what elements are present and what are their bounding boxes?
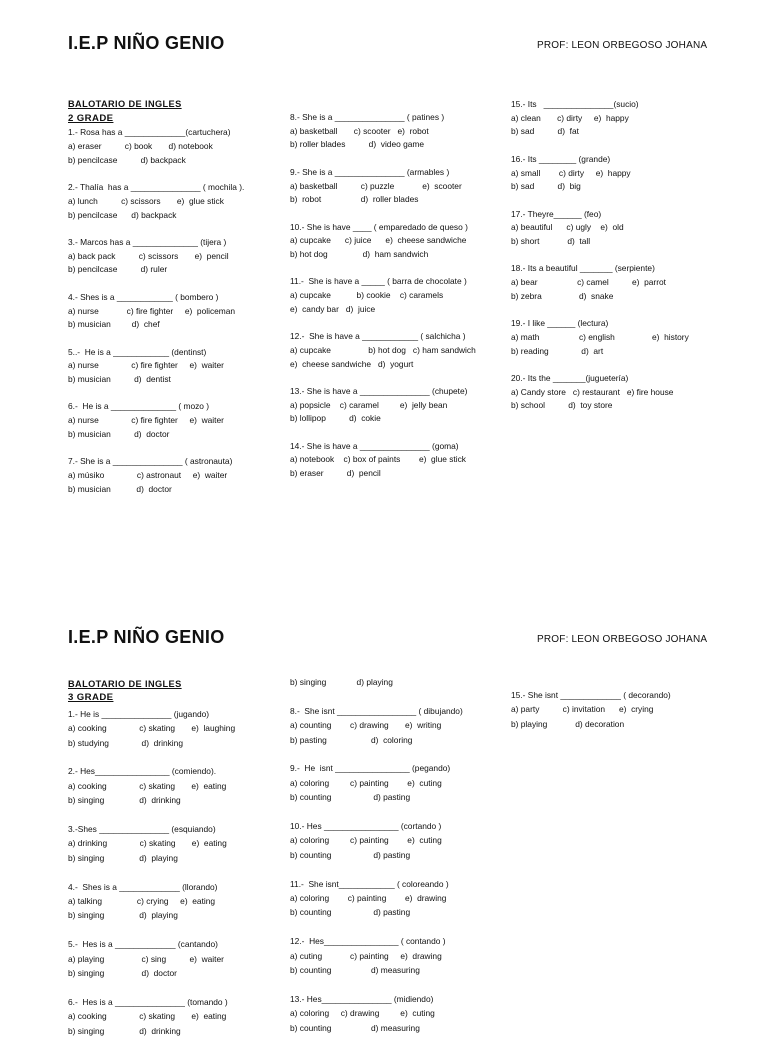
question-item: [68, 346, 283, 387]
question-text: 2.- Hes________________ (comiendo).: [68, 766, 217, 777]
column-3: [511, 98, 726, 427]
answer-options: b) eraser d) pencil: [290, 468, 381, 479]
teacher-name: PROF: LEON ORBEGOSO JOHANA: [537, 40, 708, 51]
answer-options: a) cuting c) painting e) drawing: [290, 950, 442, 961]
answer-options: b) reading d) art: [511, 345, 604, 356]
column-1: [68, 98, 283, 510]
answer-options: e) cheese sandwiche d) yogurt: [290, 358, 414, 369]
answer-options: e) candy bar d) juice: [290, 303, 376, 314]
question-item: [290, 385, 505, 426]
question-text: 5..- He is a ____________ (dentinst): [68, 346, 207, 357]
column-1: [68, 677, 283, 1052]
answer-options: b) school d) toy store: [511, 400, 613, 411]
question-item: [290, 992, 505, 1035]
question-text: 13.- Hes_______________ (midiendo): [290, 993, 434, 1004]
question-text: b) singing d) playing: [290, 677, 393, 687]
answer-options: a) cooking c) skating e) eating: [68, 1011, 227, 1022]
answer-options: b) counting d) pasting: [290, 907, 411, 918]
answer-options: a) coloring c) painting e) cuting: [290, 835, 442, 846]
question-text: 12.- Hes________________ ( contando ): [290, 936, 446, 947]
question-text: 12.- She is have a ____________ ( salchicha ): [290, 331, 466, 342]
answer-options: b) singing d) drinking: [68, 795, 181, 806]
question-text: 13.- She is have a _______________ (chupete): [290, 385, 468, 396]
question-text: 9.- He isnt ________________ (pegando): [290, 763, 451, 774]
answer-options: b) counting d) pasting: [290, 792, 411, 803]
answer-options: a) clean c) dirty e) happy: [511, 112, 629, 123]
answer-options: a) back pack c) scissors e) pencil: [68, 250, 229, 261]
answer-options: b) studying d) drinking: [68, 737, 183, 748]
question-text: 1.- Rosa has a _____________(cartuchera): [68, 127, 231, 138]
worksheet-3-grade: [0, 594, 768, 1036]
question-item: [290, 819, 505, 862]
answer-options: b) zebra d) snake: [511, 290, 614, 301]
grade-label: 2 GRADE: [68, 112, 114, 124]
answer-options: a) math c) english e) history: [511, 331, 689, 342]
question-item: [511, 98, 726, 139]
column-2: [290, 675, 505, 1049]
grade-label: 3 GRADE: [68, 692, 114, 704]
answer-options: a) coloring c) painting e) cuting: [290, 777, 442, 788]
question-text: 6.- Hes is a _______________ (tomando ): [68, 996, 228, 1007]
column-2: [290, 111, 505, 495]
question-item: [290, 440, 505, 481]
question-item: [68, 181, 283, 222]
answer-options: b) pasting d) coloring: [290, 734, 413, 745]
teacher-name: PROF: LEON ORBEGOSO JOHANA: [537, 634, 708, 645]
answer-options: b) musician d) dentist: [68, 374, 171, 384]
answer-options: b) roller blades d) video game: [290, 139, 425, 150]
answer-options: b) robot d) roller blades: [290, 194, 419, 205]
answer-options: b) singing d) playing: [68, 852, 178, 863]
question-text: 17.- Theyre______ (feo): [511, 208, 602, 219]
question-item: [68, 995, 283, 1038]
answer-options: b) hot dog d) ham sandwich: [290, 249, 429, 259]
answer-options: a) small c) dirty e) happy: [511, 167, 631, 178]
question-item: [290, 761, 505, 804]
answer-options: a) beautiful c) ugly e) old: [511, 222, 624, 233]
answer-options: a) cooking c) skating e) laughing: [68, 723, 236, 734]
answer-options: a) drinking c) skating e) eating: [68, 838, 227, 849]
question-item: [290, 330, 505, 371]
column-3: [511, 688, 726, 746]
question-text: 15.- Its _______________(sucio): [511, 99, 639, 109]
answer-options: b) counting d) measuring: [290, 1022, 420, 1033]
question-item: [290, 221, 505, 262]
answer-options: a) cupcake b) hot dog c) ham sandwich: [290, 344, 476, 355]
question-text: 7.- She is a _______________ ( astronauta): [68, 456, 233, 467]
question-item: [68, 455, 283, 496]
answer-options: a) popsicle c) caramel e) jelly bean: [290, 399, 448, 410]
question-item: [290, 111, 505, 152]
question-item: [68, 822, 283, 865]
answer-options: b) singing d) playing: [68, 910, 178, 921]
answer-options: b) sad d) fat: [511, 126, 579, 137]
question-text: 16.- Its ________ (grande): [511, 153, 611, 164]
answer-options: a) cupcake b) cookie c) caramels: [290, 290, 444, 301]
question-text: 5.- Hes is a _____________ (cantando): [68, 939, 218, 950]
answer-options: b) playing d) decoration: [511, 718, 625, 729]
question-text: 11.- She isnt____________ ( coloreando ): [290, 878, 449, 889]
question-item: [68, 707, 283, 750]
worksheet-title: BALOTARIO DE INGLES: [68, 679, 182, 689]
answer-options: b) counting d) measuring: [290, 965, 420, 976]
answer-options: b) musician d) chef: [68, 319, 160, 330]
question-item: [511, 688, 726, 731]
question-text: 15.- She isnt _____________ ( decorando): [511, 690, 671, 700]
question-text: 3.- Marcos has a ______________ (tijera ): [68, 237, 227, 247]
question-item: [290, 704, 505, 747]
question-text: 18.- Its a beautiful _______ (serpiente): [511, 263, 655, 274]
question-item: [511, 317, 726, 358]
answer-options: a) nurse c) fire fighter e) waiter: [68, 415, 224, 426]
question-item: [290, 166, 505, 207]
answer-options: b) pencilcase d) backpack: [68, 154, 186, 165]
school-name: I.E.P NIÑO GENIO: [68, 627, 225, 647]
answer-options: a) coloring c) drawing e) cuting: [290, 1008, 435, 1019]
answer-options: a) lunch c) scissors e) glue stick: [68, 195, 224, 206]
question-text: 6.- He is a ______________ ( mozo ): [68, 401, 210, 412]
answer-options: b) musician d) doctor: [68, 483, 172, 494]
answer-options: a) cupcake c) juice e) cheese sandwiche: [290, 235, 467, 246]
answer-options: b) singing d) drinking: [68, 1025, 181, 1036]
question-text: 11.- She is have a _____ ( barra de chocolate ): [290, 276, 467, 287]
question-item: [290, 275, 505, 316]
answer-options: a) counting c) drawing e) writing: [290, 720, 442, 731]
question-item: [290, 934, 505, 977]
question-text: 4.- Shes is a _____________ (llorando): [68, 881, 218, 892]
answer-options: a) coloring c) painting e) drawing: [290, 893, 447, 904]
question-item: [511, 262, 726, 303]
question-item: [511, 208, 726, 249]
question-item: [511, 372, 726, 413]
answer-options: b) sad d) big: [511, 181, 581, 192]
answer-options: a) Candy store c) restaurant e) fire house: [511, 386, 674, 397]
question-item: [68, 236, 283, 277]
answer-options: b) pencilcase d) backpack: [68, 209, 177, 220]
answer-options: a) party c) invitation e) crying: [511, 704, 654, 715]
answer-options: a) músiko c) astronaut e) waiter: [68, 469, 228, 480]
answer-options: a) bear c) camel e) parrot: [511, 277, 666, 288]
question-text: 19.- I like ______ (lectura): [511, 318, 609, 329]
question-item: [68, 400, 283, 441]
school-name: I.E.P NIÑO GENIO: [68, 33, 225, 53]
answer-options: b) short d) tall: [511, 236, 591, 246]
question-text: 2.- Thalía has a _______________ ( mochila ).: [68, 182, 245, 193]
answer-options: b) counting d) pasting: [290, 849, 411, 860]
answer-options: a) basketball c) scooter e) robot: [290, 125, 429, 136]
question-item: [290, 877, 505, 920]
worksheet-title: BALOTARIO DE INGLES: [68, 99, 182, 109]
question-item: [511, 153, 726, 194]
question-text: 14.- She is have a _______________ (goma): [290, 440, 459, 451]
answer-options: a) notebook c) box of paints e) glue stick: [290, 454, 466, 465]
question-item: [290, 675, 505, 689]
answer-options: a) cooking c) skating e) eating: [68, 780, 227, 791]
question-item: [68, 291, 283, 332]
answer-options: b) lollipop d) cokie: [290, 413, 381, 424]
question-text: 3.-Shes _______________ (esquiando): [68, 824, 216, 835]
question-text: 4.- Shes is a ____________ ( bombero ): [68, 291, 219, 302]
question-text: 10.- She is have ____ ( emparedado de queso ): [290, 221, 468, 232]
answer-options: b) pencilcase d) ruler: [68, 264, 168, 275]
question-text: 8.- She isnt _________________ ( dibujando): [290, 705, 463, 716]
question-text: 10.- Hes ________________ (cortando ): [290, 821, 442, 832]
answer-options: a) eraser c) book d) notebook: [68, 141, 213, 152]
question-item: [68, 764, 283, 807]
answer-options: b) singing d) doctor: [68, 968, 177, 979]
question-item: [68, 880, 283, 923]
question-item: [68, 126, 283, 167]
answer-options: a) talking c) crying e) eating: [68, 896, 216, 907]
answer-options: a) basketball c) puzzle e) scooter: [290, 180, 462, 191]
question-text: 9.- She is a _______________ (armables ): [290, 166, 450, 177]
answer-options: b) musician d) doctor: [68, 428, 170, 439]
answer-options: a) nurse c) fire fighter e) policeman: [68, 305, 236, 316]
question-text: 8.- She is a _______________ ( patines ): [290, 112, 445, 122]
question-text: 1.- He is _______________ (jugando): [68, 708, 210, 719]
answer-options: a) playing c) sing e) waiter: [68, 953, 224, 964]
question-item: [68, 937, 283, 980]
question-text: 20.- Its the _______(juguetería): [511, 372, 629, 383]
answer-options: a) nurse c) fire fighter e) waiter: [68, 360, 224, 371]
